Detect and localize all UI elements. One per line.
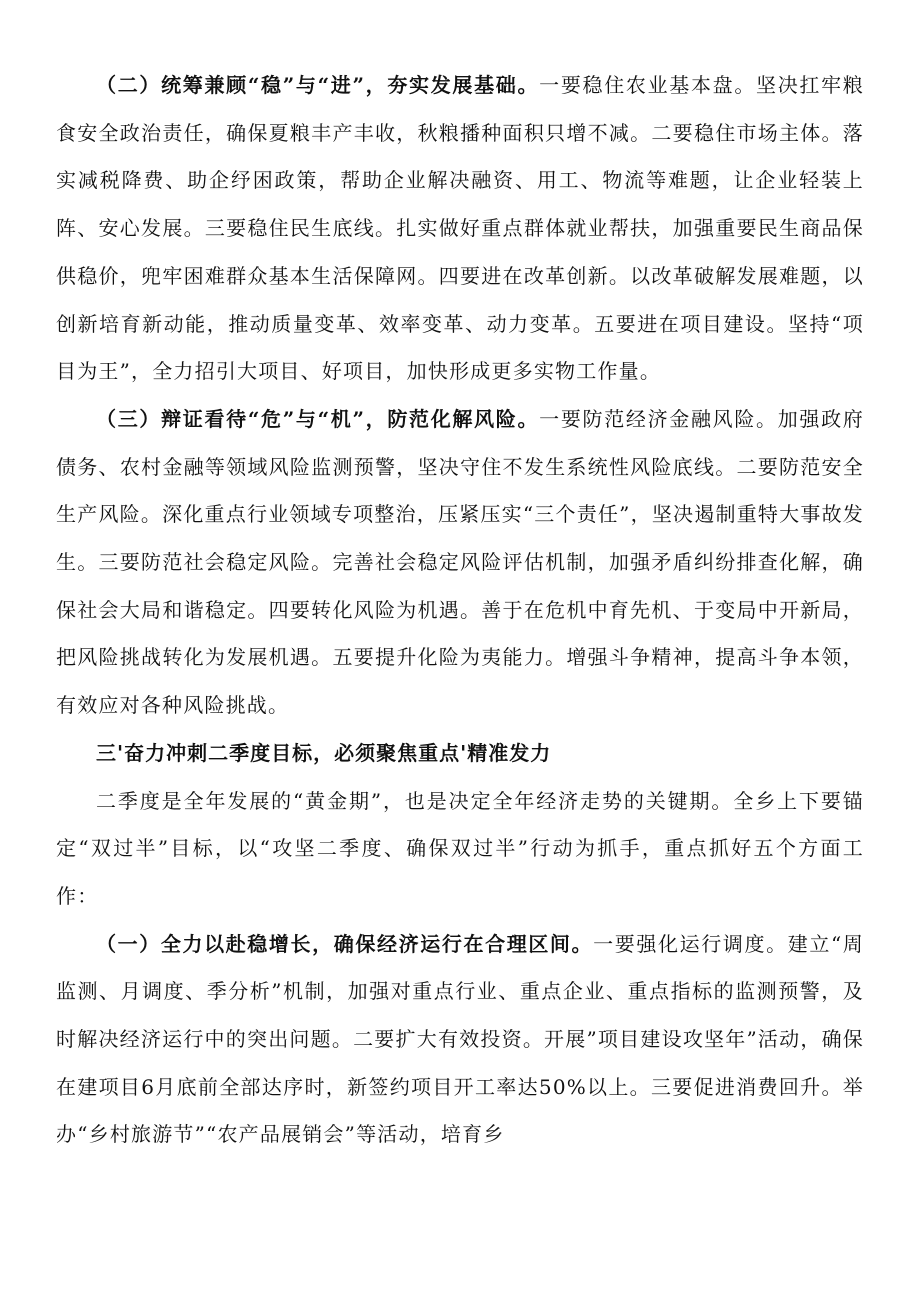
section-heading: 三'奋力冲刺二季度目标，必须聚焦重点'精准发力 bbox=[96, 740, 552, 765]
paragraph-lead: （一）全力以赴稳增长，确保经济运行在合理区间。 bbox=[96, 931, 594, 956]
paragraph-body: 一要强化运行调度。建立“周监测、月调度、季分析”机制，加强对重点行业、重点企业、重点指标的监测预警，及时解决经济运行中的突出问题。二要扩大有效投资。开展”项目建设攻坚年”活动，确保在建项目6月底前全部达序时，新签约项目开工率达50%以上。三要促进消费回升。举办“乡村旅游节”“农产品展销会”等活动，培育乡 bbox=[56, 931, 864, 1147]
paragraph-lead: （二）统筹兼顾“稳”与“进”，夯实发展基础。 bbox=[96, 73, 540, 97]
paragraph-lead: （三）辩证看待“危”与“机”，防范化解风险。 bbox=[96, 406, 540, 431]
paragraph-body: 一要稳住农业基本盘。坚决扛牢粮食安全政治责任，确保夏粮丰产丰收，秋粮播种面积只增不减。二要稳住市场主体。落实减税降费、助企纾困政策，帮助企业解决融资、用工、物流等难题，让企业轻装上阵、安心发展。三要稳住民生底线。扎实做好重点群体就业帮扶，加强重要民生商品保供稳价，兜牢困难群众基本生活保障网。四要进在改革创新。以改革破解发展难题，以创新培育新动能，推动质量变革、效率变革、动力变革。五要进在项目建设。坚持“项目为王”，全力招引大项目、好项目，加快形成更多实物工作量。 bbox=[56, 73, 865, 384]
paragraph-stable-and-progress bbox=[56, 62, 864, 396]
paragraph-intro: 二季度是全年发展的“黄金期”，也是决定全年经济走势的关键期。全乡上下要锚定“双过半”目标，以“攻坚二季度、确保双过半”行动为抓手，重点抓好五个方面工作： bbox=[56, 788, 864, 908]
paragraph-stable-growth bbox=[56, 921, 864, 1160]
paragraph-body: 一要防范经济金融风险。加强政府债务、农村金融等领域风险监测预警，坚决守住不发生系统性风险底线。二要防范安全生产风险。深化重点行业领域专项整治，压紧压实“三个责任”，坚决遏制重特大事故发生。三要防范社会稳定风险。完善社会稳定风险评估机制，加强矛盾纠纷排查化解，确保社会大局和谐稳定。四要转化风险为机遇。善于在危机中育先机、于变局中开新局，把风险挑战转化为发展机遇。五要提升化险为夷能力。增强斗争精神，提高斗争本领，有效应对各种风险挑战。 bbox=[56, 406, 865, 718]
paragraph-risk-and-opportunity bbox=[56, 396, 864, 730]
